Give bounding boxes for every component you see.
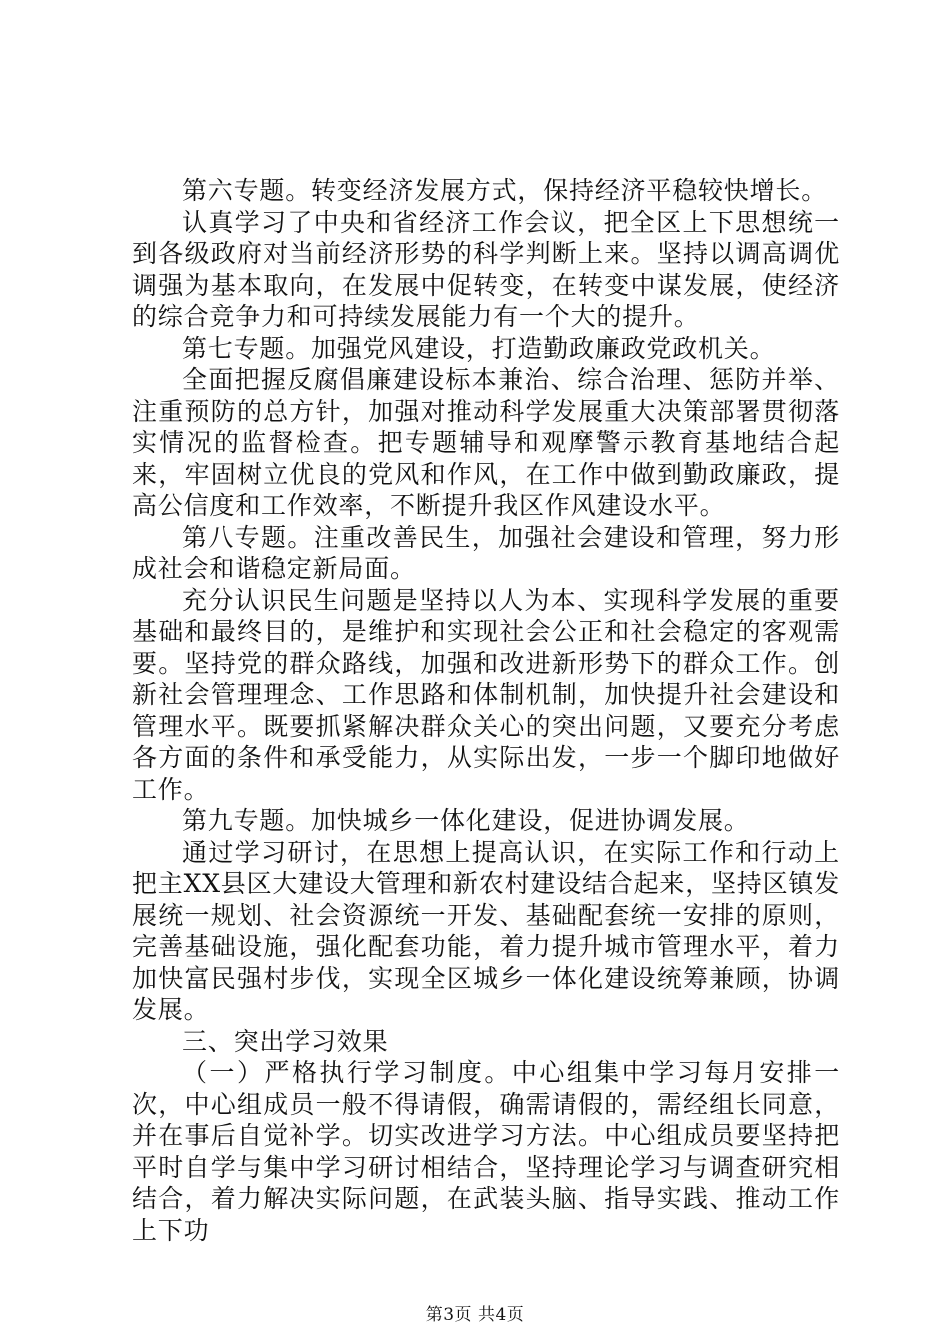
topic-6-body: 认真学习了中央和省经济工作会议，把全区上下思想统一到各级政府对当前经济形势的科学判断上来。坚持以调高调优调强为基本取向，在发展中促转变，在转变中谋发展，使经济的综合竞争力和可持续发展能力有一个大的提升。 [132, 207, 840, 331]
topic-9-heading: 第九专题。加快城乡一体化建设，促进协调发展。 [182, 806, 750, 835]
section-3-heading: 三、突出学习效果 [182, 1026, 389, 1056]
topic-6-heading: 第六专题。转变经济发展方式，保持经济平稳较快增长。 [182, 176, 828, 205]
page-footer: 第3页 共4页 [425, 1305, 525, 1325]
topic-8-body: 充分认识民生问题是坚持以人为本、实现科学发展的重要基础和最终目的，是维护和实现社会公正和社会稳定的客观需要。坚持党的群众路线，加强和改进新形势下的群众工作。创新社会管理理念、工作思路和体制机制，加快提升社会建设和管理水平。既要抓紧解决群众关心的突出问题，又要充分考虑各方面的条件和承受能力，从实际出发，一步一个脚印地做好工作。 [132, 585, 840, 804]
topic-7-body: 全面把握反腐倡廉建设标本兼治、综合治理、惩防并举、注重预防的总方针，加强对推动科学发展重大决策部署贯彻落实情况的监督检查。把专题辅导和观摩警示教育基地结合起来，牢固树立优良的党风和作风，在工作中做到勤政廉政，提高公信度和工作效率，不断提升我区作风建设水平。 [132, 365, 840, 520]
topic-7-heading: 第七专题。加强党风建设，打造勤政廉政党政机关。 [182, 333, 776, 363]
topic-8-heading: 第八专题。注重改善民生，加强社会建设和管理，努力形成社会和谐稳定新局面。 [132, 522, 840, 583]
document-body [132, 175, 840, 1246]
topic-9-body: 通过学习研讨，在思想上提高认识，在实际工作和行动上把主XX县区大建设大管理和新农村建设结合起来，坚持区镇发展统一规划、社会资源统一开发、基础配套统一安排的原则，完善基础设施，强化配套功能，着力提升城市管理水平，着力加快富民强村步伐，实现全区城乡一体化建设统筹兼顾，协调发展。 [132, 837, 840, 1024]
section-3-item-1: （一）严格执行学习制度。中心组集中学习每月安排一次，中心组成员一般不得请假，确需请假的，需经组长同意，并在事后自觉补学。切实改进学习方法。中心组成员要坚持把平时自学与集中学习研讨相结合，坚持理论学习与调查研究相结合，着力解决实际问题，在武装头脑、指导实践、推动工作上下功 [132, 1058, 840, 1245]
